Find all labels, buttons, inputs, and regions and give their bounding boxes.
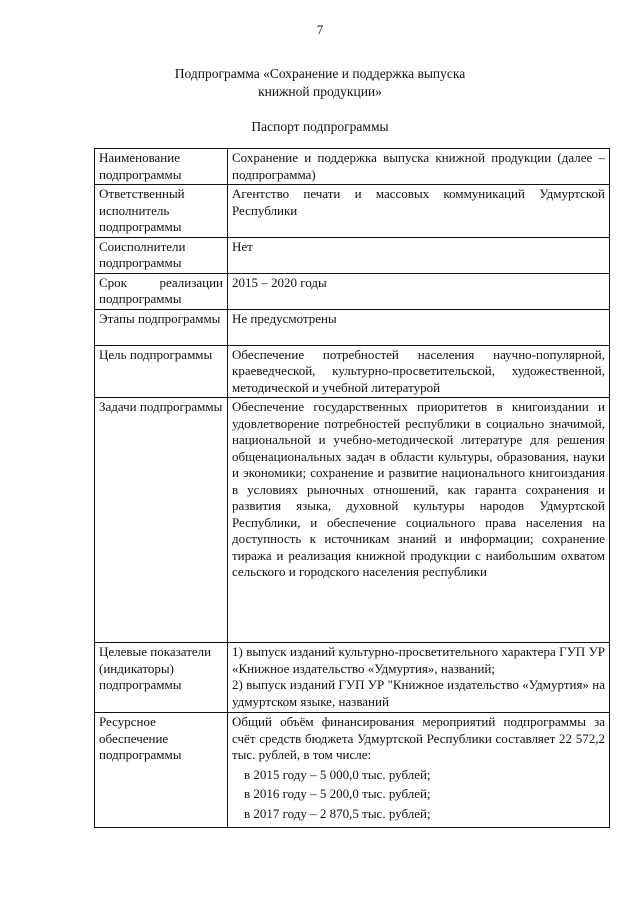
row-value: Обеспечение государственных приоритетов в книгоиздании и удовлетворение потребностей республики в социально значимой, национальной и учебно-методической литературе для решения общенациональных задач в области культуры, образования, науки и экономики; сохранение и развитие национального книгоиздания в условиях рыночных отношений, как гаранта сохранения и развития языка, духовной культуры народов Удмуртской Республики, и обеспечение социального права населения на доступность к источникам знаний и информации; сохранение тиража и реализация книжной продукции с наибольшим охватом сельского и городского населения республики [228,398,610,643]
title-line-2: книжной продукции» [258,84,382,99]
table-row-goal [95,345,610,398]
row-label: Цель подпрограммы [95,345,228,398]
row-label: Ресурсное обеспечение подпрограммы [95,713,228,828]
table-row-stages [95,309,610,345]
passport-table [94,148,610,828]
indicator-item: 1) выпуск изданий культурно-просветительного характера ГУП УР «Книжное издательство «Удмуртия», названий; [232,644,605,676]
table-row-resources [95,713,610,828]
page-subtitle: Паспорт подпрограммы [251,119,389,134]
table-row-name [95,149,610,185]
row-label: Срок реализации подпрограммы [95,273,228,309]
row-value: Не предусмотрены [228,309,610,345]
funding-intro: Общий объём финансирования мероприятий подпрограммы за счёт средств бюджета Удмуртской Республики составляет 22 572,2 тыс. рублей, в том числе: [232,714,605,762]
row-label: Целевые показатели (индикаторы) подпрограммы [95,643,228,713]
funding-year: в 2016 году – 5 200,0 тыс. рублей; [244,786,431,801]
funding-year: в 2015 году – 5 000,0 тыс. рублей; [244,766,431,782]
table-row-tasks [95,398,610,643]
row-value [228,643,610,713]
row-value: Обеспечение потребностей населения научно-популярной, краеведческой, культурно-просветительской, художественной, методической и учебной литературой [228,345,610,398]
row-value [228,713,610,828]
table-row-indicators [95,643,610,713]
page-title [0,65,640,101]
table-row-executor [95,185,610,238]
table-row-term [95,273,610,309]
row-value: 2015 – 2020 годы [228,273,610,309]
row-value: Нет [228,237,610,273]
page-number: 7 [316,22,324,37]
table-row-coexecutors [95,237,610,273]
indicator-item: 2) выпуск изданий ГУП УР "Книжное издательство «Удмуртия» на удмуртском языке, названий [232,677,605,709]
row-value: Сохранение и поддержка выпуска книжной продукции (далее – подпрограмма) [228,149,610,185]
row-value: Агентство печати и массовых коммуникаций Удмуртской Республики [228,185,610,238]
row-label: Этапы подпрограммы [95,309,228,345]
row-label: Ответственный исполнитель подпрограммы [95,185,228,238]
funding-year: в 2017 году – 2 870,5 тыс. рублей; [244,805,431,821]
row-label: Наименование подпрограммы [95,149,228,185]
row-label: Соисполнители подпрограммы [95,237,228,273]
title-line-1: Подпрограмма «Сохранение и поддержка выпуска [174,66,466,81]
row-label: Задачи подпрограммы [95,398,228,643]
